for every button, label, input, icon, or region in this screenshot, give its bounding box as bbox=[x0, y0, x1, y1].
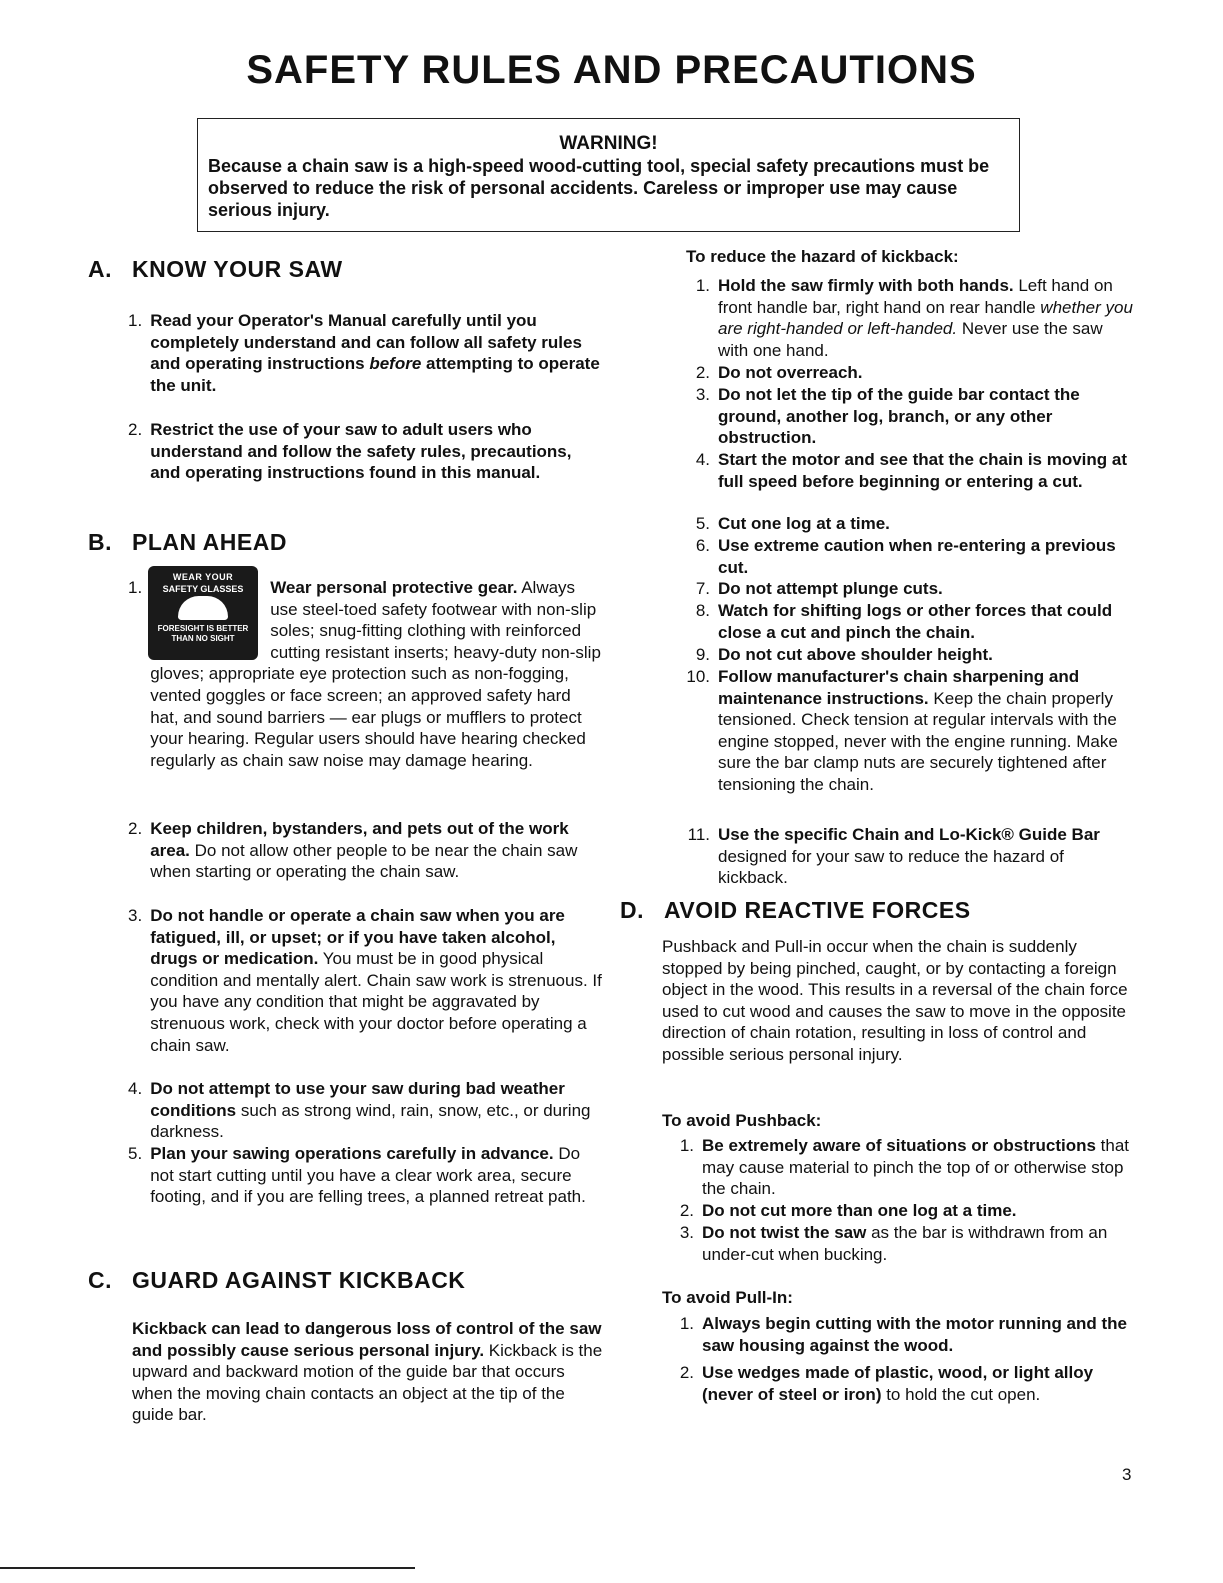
list-item-c4: 4. Start the motor and see that the chain is moving at full speed before beginning or entering a cut. bbox=[695, 450, 1128, 491]
footer-divider bbox=[0, 1567, 415, 1569]
pullin-subhead: To avoid Pull-In: bbox=[662, 1288, 793, 1307]
section-d-intro: Pushback and Pull-in occur when the chain is suddenly stopped by being pinched, caught, or by contacting a foreign object in the wood. This results in a reversal of the chain force used to cut wood and causes the saw to move in the opposite direction of chain rotation, resulting in loss of control and possible serious personal injury. bbox=[662, 937, 1128, 1064]
list-item-c5: 5. Cut one log at a time. bbox=[695, 514, 890, 533]
list-item-c7: 7. Do not attempt plunge cuts. bbox=[695, 579, 943, 598]
list-item-d-push3: 3. Do not twist the saw as the bar is withdrawn from an under-cut when bucking. bbox=[679, 1223, 1108, 1264]
list-item-c11: 11. Use the specific Chain and Lo-Kick® Guide Bar designed for your saw to reduce the hazard of kickback. bbox=[687, 825, 1100, 888]
list-item-b2: 2. Keep children, bystanders, and pets out of the work area. Do not allow other people to be near the chain saw when starting or operating the chain saw. bbox=[128, 819, 578, 882]
safety-glasses-badge: WEAR YOUR SAFETY GLASSES FORESIGHT IS BETTER THAN NO SIGHT bbox=[148, 566, 258, 660]
list-item-c10: 10. Follow manufacturer's chain sharpening and maintenance instructions. Keep the chain properly tensioned. Check tension at regular intervals with the engine stopped, never with the engine running. Make sure the bar clamp nuts are securely tightened after tensioning the chain. bbox=[686, 667, 1118, 794]
list-item-d-pull2: 2. Use wedges made of plastic, wood, or light alloy (never of steel or iron) to hold the cut open. bbox=[679, 1363, 1094, 1404]
list-item-b4: 4. Do not attempt to use your saw during bad weather conditions such as strong wind, rain, snow, etc., or during darkness. bbox=[128, 1079, 591, 1142]
list-item-c9: 9. Do not cut above shoulder height. bbox=[695, 645, 993, 664]
warning-heading: WARNING! bbox=[559, 133, 658, 154]
section-a-heading bbox=[88, 256, 343, 282]
list-item-c1: 1. Hold the saw firmly with both hands. Left hand on front handle bar, right hand on rear handle whether you are right-handed or left-handed. Never use the saw with one hand. bbox=[695, 276, 1133, 360]
list-item-c8: 8. Watch for shifting logs or other forces that could close a cut and pinch the chain. bbox=[695, 601, 1113, 642]
section-a-letter: A. bbox=[88, 256, 112, 282]
section-c-intro: Kickback can lead to dangerous loss of control of the saw and possibly cause serious personal injury. Kickback is the upward and backward motion of the guide bar that occurs when the moving chain contacts an object at the tip of the guide bar. bbox=[132, 1319, 603, 1425]
list-item-c3: 3. Do not let the tip of the guide bar contact the ground, another log, branch, or any other obstruction. bbox=[695, 385, 1080, 448]
section-b-heading: B. PLAN AHEAD bbox=[88, 529, 287, 555]
warning-text: Because a chain saw is a high-speed wood-cutting tool, special safety precautions must be observed to reduce the risk of personal accidents. Careless or improper use may cause serious injury. bbox=[208, 156, 990, 220]
list-item-b5: 5. Plan your sawing operations carefully in advance. Do not start cutting until you have a clear work area, secure footing, and if you are felling trees, a planned retreat path. bbox=[128, 1144, 586, 1207]
page-title: SAFETY RULES AND PRECAUTIONS bbox=[246, 48, 977, 92]
list-item-a2: 2. Restrict the use of your saw to adult users who understand and follow the safety rules, precautions, and operating instructions found in this manual. bbox=[128, 420, 572, 483]
section-c-heading: C. GUARD AGAINST KICKBACK bbox=[88, 1267, 466, 1293]
list-item-d-pull1: 1. Always begin cutting with the motor running and the saw housing against the wood. bbox=[679, 1314, 1127, 1355]
warning-box bbox=[197, 118, 1020, 232]
list-item-d-push2: 2. Do not cut more than one log at a time. bbox=[679, 1201, 1017, 1220]
glasses-face-icon bbox=[178, 596, 228, 620]
list-item-c6: 6. Use extreme caution when re-entering a previous cut. bbox=[695, 536, 1116, 577]
section-d-heading: D. AVOID REACTIVE FORCES bbox=[620, 897, 971, 923]
section-a-title: KNOW YOUR SAW bbox=[132, 256, 343, 282]
list-item-d-push1: 1. Be extremely aware of situations or obstructions that may cause material to pinch the top of or otherwise stop the chain. bbox=[679, 1136, 1130, 1199]
list-item-a1: 1. Read your Operator's Manual carefully until you completely understand and can follow all safety rules and operating instructions before attempting to operate the unit. bbox=[128, 311, 600, 395]
list-item-c2: 2. Do not overreach. bbox=[695, 363, 863, 382]
list-item-b3: 3. Do not handle or operate a chain saw when you are fatigued, ill, or upset; or if you have taken alcohol, drugs or medication. You must be in good physical condition and mentally alert. Chain saw work is strenuous. If you have any condition that might be aggravated by strenuous work, check with your doctor before operating a chain saw. bbox=[128, 906, 602, 1055]
kickback-subhead: To reduce the hazard of kickback: bbox=[686, 247, 959, 266]
pushback-subhead: To avoid Pushback: bbox=[662, 1111, 822, 1130]
list-item-b1: 1. Wear personal protective gear. Always use steel-toed safety footwear with non-slip soles; snug-fitting clothing with reinforced cutting resistant inserts; heavy-duty non-slip gloves; appropriate eye protection such as non-fogging, vented goggles or face screen; an approved safety hard hat, and sound barriers — ear plugs or mufflers to protect your hearing. Regular users should have hearing checked regularly as chain saw noise may damage hearing. bbox=[128, 578, 601, 770]
page-number: 3 bbox=[1122, 1465, 1132, 1484]
